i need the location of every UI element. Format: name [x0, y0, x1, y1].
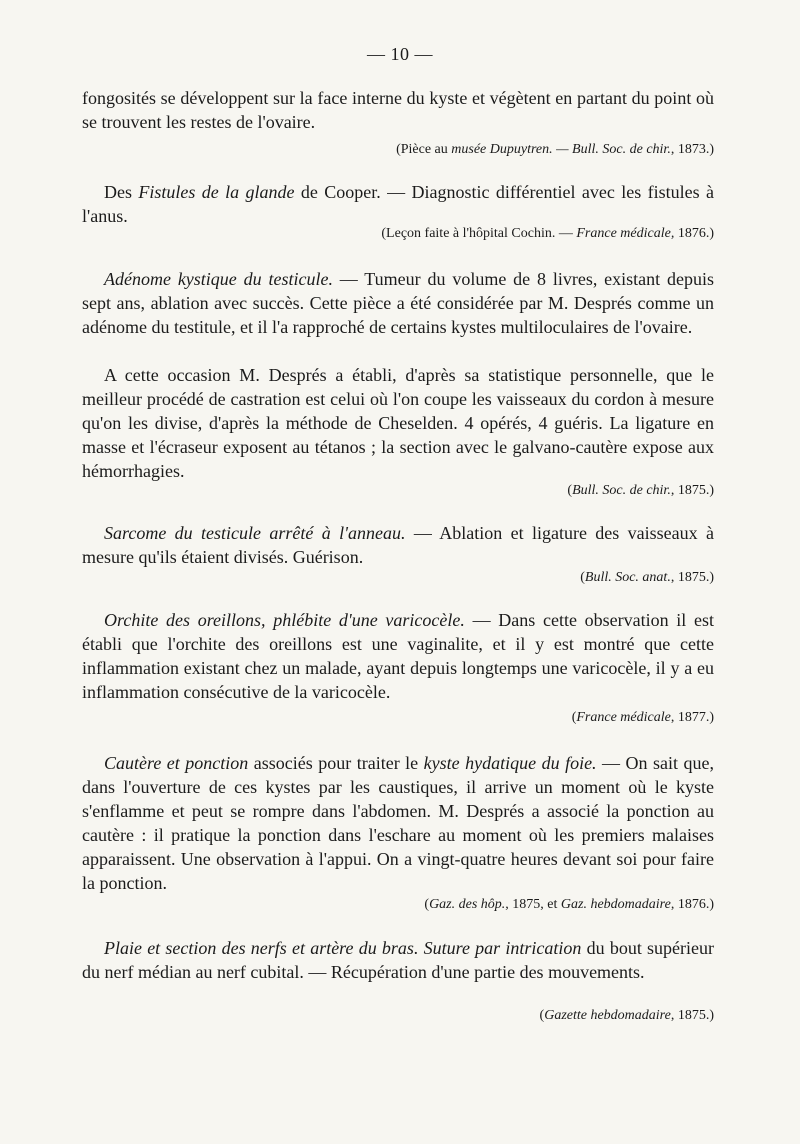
ref-italic: Gazette hebdomadaire	[544, 1008, 671, 1023]
ref-italic: France médicale	[576, 710, 671, 725]
ref-italic: Bull. Soc. de chir.	[572, 483, 671, 498]
ref-prefix: (	[567, 483, 573, 498]
ref-italic-2: Gaz. hebdomadaire	[560, 897, 671, 912]
para-suffix: de Cooper. — Diagnostic différentiel avec les fistules à l'anus.	[82, 182, 714, 226]
para-italic: Cautère et ponction	[104, 753, 249, 773]
para-prefix: Des	[104, 182, 139, 202]
para-italic: Plaie et section des nerfs et artère du bras. Suture par intrication	[104, 938, 582, 958]
ref-prefix: (	[571, 710, 577, 725]
paragraph-castration	[82, 363, 714, 483]
paragraph-sarcome	[82, 521, 714, 569]
ref-italic: Bull. Soc. anat.	[584, 570, 671, 585]
para-italic: Sarcome du testicule arrêté à l'anneau.	[104, 523, 406, 543]
paragraph-fongosites	[82, 86, 714, 134]
reference-bull-soc-chir	[82, 481, 714, 501]
ref-suffix: , 1875.)	[670, 570, 714, 585]
para-italic: Orchite des oreillons, phlébite d'une varicocèle.	[104, 610, 465, 630]
paragraph-text: A cette occasion M. Després a établi, d'après sa statistique personnelle, que le meilleur procédé de castration est celui où l'on coupe les vaisseaux du cordon à mesure qu'on les divise, d'après la méthode de Cheselden. 4 opérés, 4 guéris. La ligature en masse et l'écraseur exposent au tétanos ; la section avec le galvano-cautère expose aux hémorrhagies.	[82, 365, 714, 481]
ref-suffix: , 1875.)	[670, 483, 714, 498]
ref-middle: , 1875, et	[505, 897, 561, 912]
page-number: — 10 —	[367, 44, 433, 64]
reference-bull-soc-anat	[82, 568, 714, 588]
paragraph-plaie	[82, 936, 714, 984]
para-suffix: — On sait que, dans l'ouverture de ces kystes par les caustiques, il arrive un moment où le kyste s'enflamme et peut se rompre dans l'abdomen. M. Després a associé la ponction au cautère : il pratique la ponction dans l'eschare au moment où les premiers malaises apparaissent. Une observation à l'appui. On a vingt-quatre heures devant soi pour faire la ponction.	[82, 753, 714, 893]
para-middle: associés pour traiter le	[248, 753, 424, 773]
ref-suffix: , 1877.)	[670, 710, 714, 725]
ref-suffix: , 1876.)	[670, 897, 714, 912]
paragraph-adenome	[82, 267, 714, 339]
para-italic: Fistules de la glande	[138, 182, 295, 202]
ref-prefix: (Leçon faite à l'hôpital Cochin. —	[381, 226, 577, 241]
para-suffix: du bout supérieur du nerf médian au nerf cubital. — Récupération d'une partie des mouvements.	[82, 938, 715, 982]
para-italic-2: kyste hydatique du foie.	[423, 753, 597, 773]
reference-france-medicale-1877	[82, 708, 714, 728]
reference-musee-dupuytren	[82, 140, 714, 160]
ref-italic: Gaz. des hôp.	[429, 897, 506, 912]
reference-hopital-cochin	[82, 224, 714, 244]
paragraph-text: fongosités se développent sur la face interne du kyste et végètent en partant du point où se trouvent les restes de l'ovaire.	[82, 88, 714, 132]
ref-prefix: (	[424, 897, 430, 912]
ref-prefix: (	[539, 1008, 545, 1023]
para-suffix: — Tumeur du volume de 8 livres, existant depuis sept ans, ablation avec succès. Cette pièce a été considérée par M. Després comme un adénome du testitule, et il l'a rapproché de certains kystes multiloculaires de l'ovaire.	[82, 269, 714, 337]
para-suffix: — Dans cette observation il est établi que l'orchite des oreillons est une vaginalite, et il y est montré que cette inflammation existant chez un malade, ayant depuis longtemps une varicocèle, il y a eu inflammation consécutive de la varicocèle.	[82, 610, 714, 702]
ref-suffix: , 1875.)	[670, 1008, 714, 1023]
ref-prefix: (Pièce au	[396, 142, 452, 157]
para-suffix: — Ablation et ligature des vaisseaux à mesure qu'ils étaient divisés. Guérison.	[82, 523, 714, 567]
ref-prefix: (	[580, 570, 585, 585]
ref-suffix: , 1873.)	[670, 142, 714, 157]
para-italic: Adénome kystique du testicule.	[104, 269, 333, 289]
paragraph-fistules	[82, 180, 714, 228]
paragraph-orchite	[82, 608, 714, 704]
paragraph-cautere	[82, 751, 714, 895]
ref-italic: musée Dupuytren. — Bull. Soc. de chir.	[451, 142, 671, 157]
ref-italic: France médicale,	[576, 226, 675, 241]
reference-gazette-hebdomadaire	[82, 1006, 714, 1026]
ref-suffix: 1876.)	[674, 226, 714, 241]
reference-gaz-hop	[82, 895, 714, 915]
